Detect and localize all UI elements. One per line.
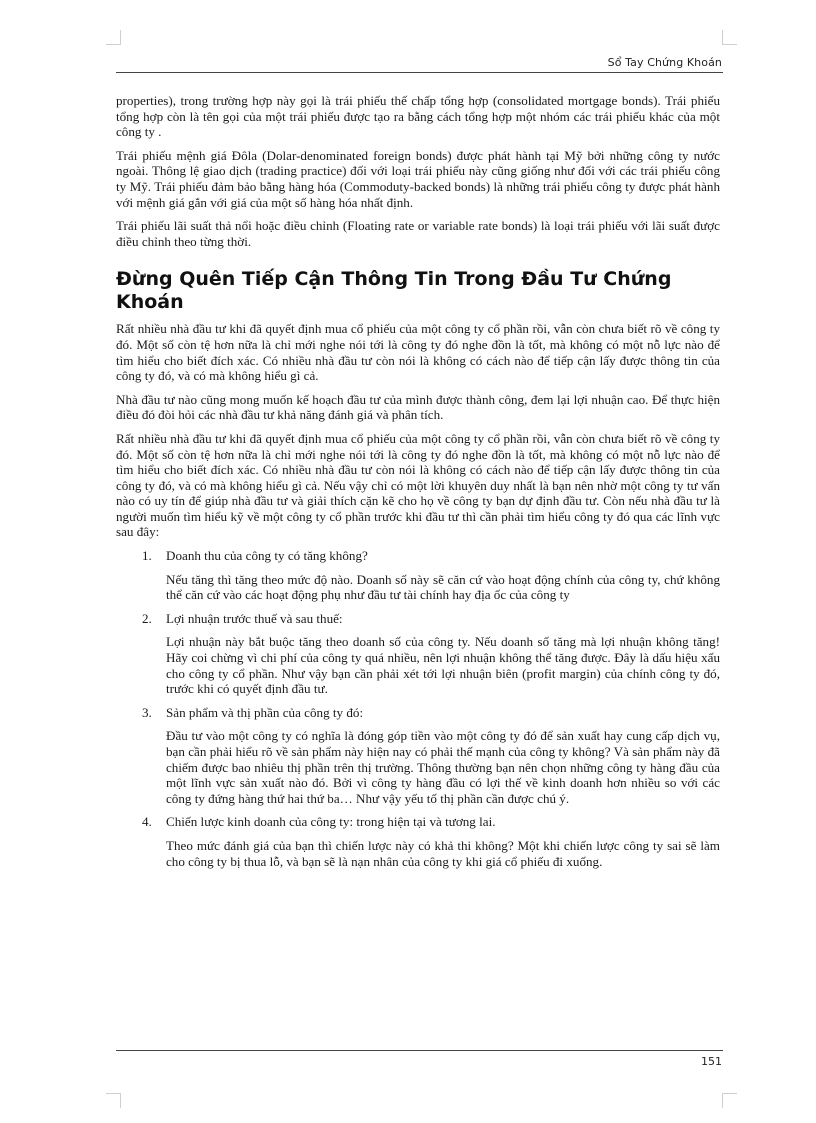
list-item-number: 3. bbox=[142, 704, 152, 720]
list-item-title: Doanh thu của công ty có tăng không? bbox=[166, 548, 368, 564]
list-item-body: Lợi nhuận này bắt buộc tăng theo doanh số của công ty. Nếu doanh số tăng mà lợi nhuận không tăng! Hãy coi chừng vì chi phí của công ty quá nhiều, nên lợi nhuận không thể tăng được. Đây là dấu hiệu xấu cho công ty cổ phần. Như vậy bạn cần phải xét tới lợi nhuận biên (profit margin) của chính công ty đó, trước khi có quyết định đầu tư. bbox=[166, 634, 720, 697]
list-item-title: Sản phẩm và thị phần của công ty đó: bbox=[166, 704, 364, 720]
footer-rule bbox=[116, 1050, 723, 1051]
body-paragraph: Nhà đầu tư nào cũng mong muốn kế hoạch đầu tư của mình được thành công, đem lại lợi nhuận cao. Để thực hiện điều đó đòi hỏi các nhà đầu tư khả năng đánh giá và phân tích. bbox=[116, 391, 720, 423]
list-item-title: Lợi nhuận trước thuế và sau thuế: bbox=[166, 610, 343, 626]
numbered-list bbox=[116, 548, 720, 869]
header-rule bbox=[116, 72, 723, 73]
crop-mark-bottom-left bbox=[106, 1093, 121, 1108]
list-item bbox=[116, 814, 720, 869]
list-item-number: 2. bbox=[142, 610, 152, 626]
body-paragraph: Trái phiếu lãi suất thả nổi hoặc điều chỉnh (Floating rate or variable rate bonds) là loại trái phiếu với lãi suất được điều chỉnh theo từng thời. bbox=[116, 218, 720, 249]
list-item bbox=[116, 611, 720, 697]
crop-mark-top-left bbox=[106, 30, 121, 45]
body-paragraph: Rất nhiều nhà đầu tư khi đã quyết định mua cổ phiếu của một công ty cổ phần rồi, vẫn còn chưa biết rõ về công ty đó. Một số còn tệ hơn nữa là chỉ mới nghe nói tới là công ty đó nghe đồn là tốt, mà không có một nỗ lực nào để tìm hiểu cho biết đích xác. Có nhiều nhà đầu tư còn nói là không có cách nào để tiếp cận lấy được thông tin của công ty đó, và có mà không hiểu gì cả. Nếu vậy chỉ có một lời khuyên duy nhất là bạn nên nhờ một công ty tư vấn nào có uy tín để giúp nhà đầu tư và giải thích cặn kẽ cho họ về công ty bạn dự định đầu tư. Còn nếu nhà đầu tư là người muốn tìm hiểu kỹ về một công ty cổ phần trước khi đầu tư thì cần phải tìm hiểu công ty đó qua các lĩnh vực sau đây: bbox=[116, 430, 720, 540]
crop-mark-bottom-right bbox=[722, 1093, 737, 1108]
body-paragraph: properties), trong trường hợp này gọi là trái phiếu thế chấp tổng hợp (consolidated mortgage bonds). Trái phiếu tổng hợp còn là tên gọi của một trái phiếu được tạo ra bằng cách tổng hợp một nhóm các trái phiếu khác của một công ty . bbox=[116, 93, 720, 140]
list-item-body: Đầu tư vào một công ty có nghĩa là đóng góp tiền vào một công ty đó để sản xuất hay cung cấp dịch vụ, bạn cần phải hiểu rõ về sản phẩm này hiện nay có phải thế mạnh của công ty không? Và sản phẩm này đã chiếm được bao nhiêu thị phần trên thị trường. Thông thường bạn nên chọn những công ty hàng đầu của một lĩnh vực sản xuất nào đó. Bởi vì công ty hàng đầu có lợi thế về kinh doanh hơn nhiều so với các công ty đứng hàng thứ hai thứ ba… Như vậy yếu tố thị phần cần được chú ý. bbox=[166, 728, 720, 806]
page-number: 151 bbox=[701, 1055, 722, 1068]
list-item-number: 1. bbox=[142, 548, 152, 564]
list-item bbox=[116, 705, 720, 807]
list-item bbox=[116, 548, 720, 603]
body-paragraph: Rất nhiều nhà đầu tư khi đã quyết định mua cổ phiếu của một công ty cổ phần rồi, vẫn còn chưa biết rõ về công ty đó. Một số còn tệ hơn nữa là chỉ mới nghe nói tới là công ty đó nghe đồn là tốt, mà không có một nỗ lực nào để tìm hiểu cho biết đích xác. Có nhiều nhà đầu tư còn nói là không có cách nào để tiếp cận lấy được thông tin của công ty đó, và có mà không hiểu gì cả. bbox=[116, 321, 720, 384]
list-item-title: Chiến lược kinh doanh của công ty: trong hiện tại và tương lai. bbox=[166, 814, 496, 830]
section-heading: Đừng Quên Tiếp Cận Thông Tin Trong Đầu Tư Chứng Khoán bbox=[116, 268, 672, 314]
crop-mark-top-right bbox=[722, 30, 737, 45]
list-item-body: Nếu tăng thì tăng theo mức độ nào. Doanh số này sẽ căn cứ vào hoạt động chính của công ty, chứ không thể căn cứ vào các hoạt động phụ như đầu tư tài chính hay địa ốc của công ty bbox=[166, 571, 720, 603]
running-header-title: Sổ Tay Chứng Khoán bbox=[607, 56, 722, 69]
list-item-body: Theo mức đánh giá của bạn thì chiến lược này có khả thi không? Một khi chiến lược công ty sai sẽ làm cho công ty bị thua lỗ, và bạn sẽ là nạn nhân của công ty khi giá cổ phiếu đi xuống. bbox=[166, 837, 720, 869]
page-body bbox=[116, 93, 720, 877]
body-paragraph: Trái phiếu mệnh giá Đôla (Dolar-denominated foreign bonds) được phát hành tại Mỹ bởi những công ty nước ngoài. Thông lệ giao dịch (trading practice) đối với loại trái phiếu này cũng giống như đối với các trái phiếu công ty Mỹ. Trái phiếu đảm bảo bằng hàng hóa (Commoduty-backed bonds) là những trái phiếu công ty được phát hành với mệnh giá gắn với giá của một số hàng hóa nhất định. bbox=[116, 147, 720, 210]
list-item-number: 4. bbox=[142, 814, 152, 830]
